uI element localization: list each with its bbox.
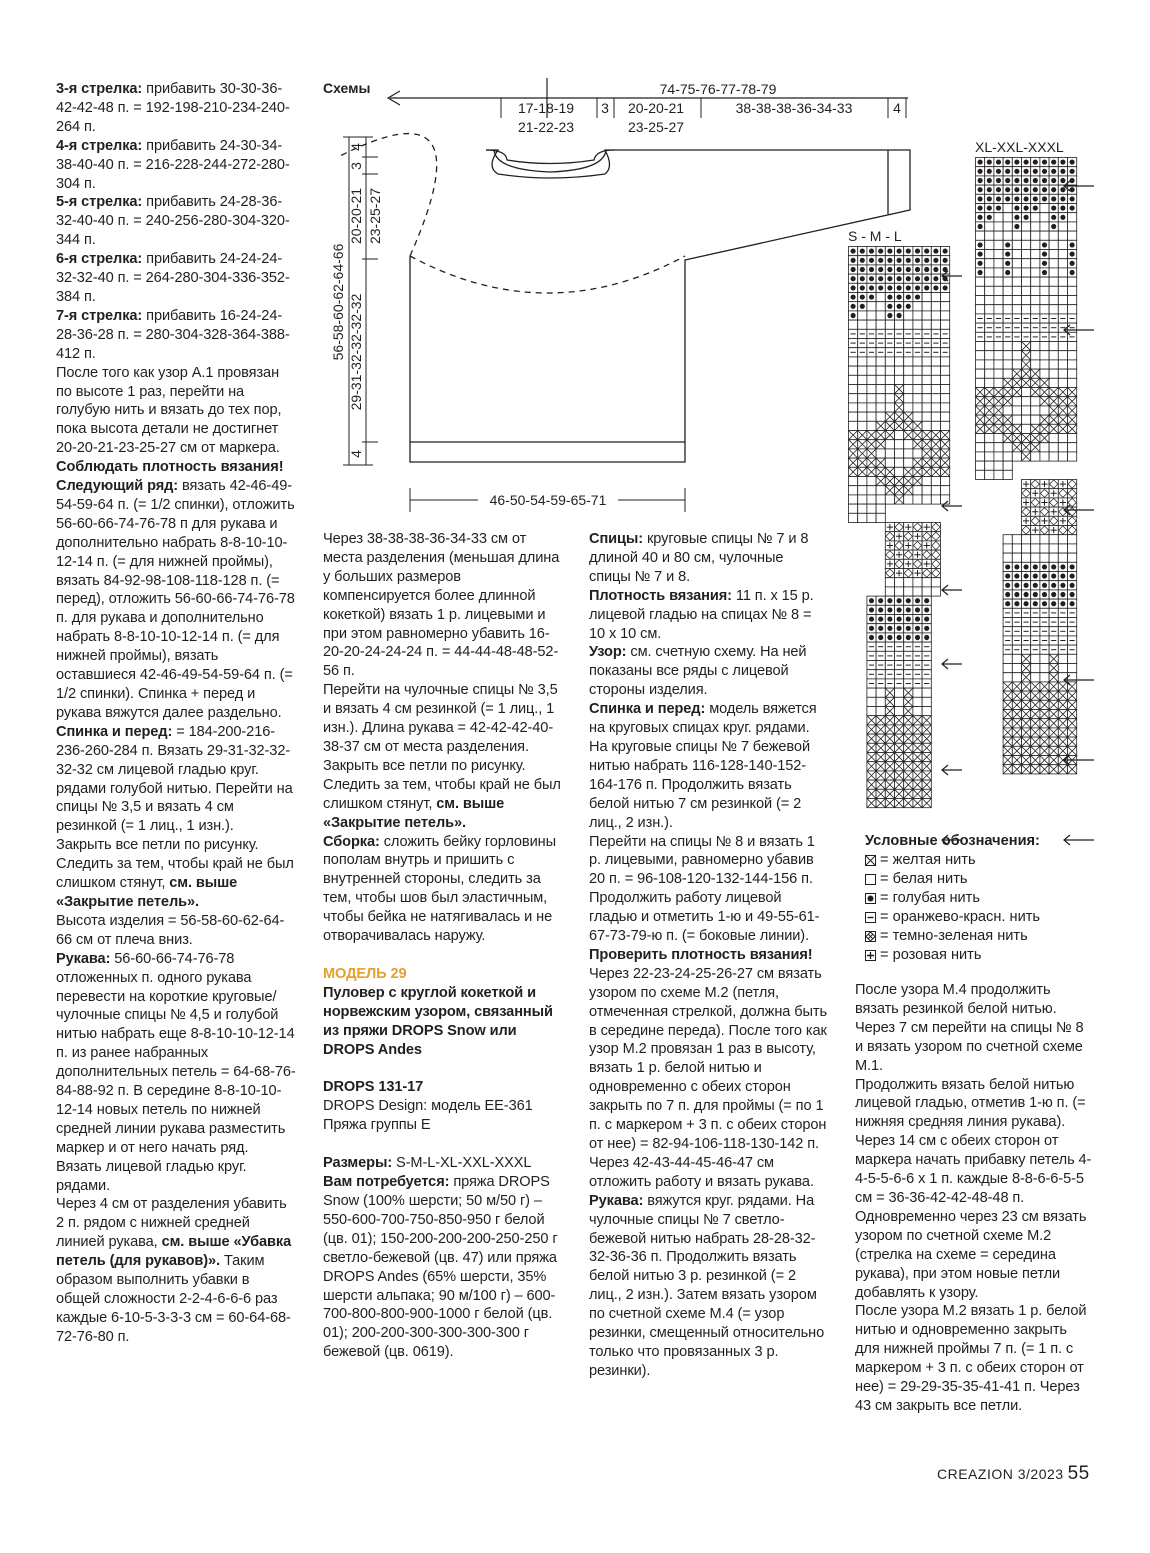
dim-3: 3 <box>601 100 609 116</box>
paragraph: Рукава: вяжутся круг. рядами. На чулочные спицы № 7 светло-бежевой нитью набрать 28-28-32-32-36-36 п. Продолжить вязать белой нитью 3 р. резинкой (= 2 лиц., 2 изн.). Затем вязать узором по счетной схеме М.4 (= узор резинки, смещенный относительно только что провязанных 3 р. резинки). <box>589 1192 825 1379</box>
dim-sleeve: 38-38-38-36-34-33 <box>735 100 853 116</box>
model-code: DROPS 131-17 <box>323 1079 424 1096</box>
row-arrows-sml <box>938 250 978 850</box>
dim-height-total: 56-58-60-62-64-66 <box>330 243 346 361</box>
paragraph: Спинка и перед: модель вяжется на круговых спицах круг. рядами. На круговые спицы № 7 бежевой нитью набрать 116-128-140-152-164-176 п. Продолжить вязать белой нитью 7 см резинкой (= 2 лиц., 2 изн.). <box>589 701 817 831</box>
paragraph: Следующий ряд: вязать 42-46-49-54-59-64 п. (= 1/2 спинки), отложить 56-60-66-74-76-78 п для рукава и дополнительно набрать 8-8-10-10-12-14 п. (= для нижней проймы), вязать 84-92-98-108-118-128 п. (= перед), отложить 56-60-66-74-76-78 п. для рукава и дополнительно набрать 8-8-10-10-12-14 п. (= для нижней проймы), вязать оставшиеся 42-46-49-54-59-64 п. (= 1/2 спинки). Спинка + перед и рукава вяжутся далее раздельно. <box>56 478 295 721</box>
paragraph: Через 7 см перейти на спицы № 8 и вязать узором по счетной схеме М.1. <box>855 1019 1084 1074</box>
paragraph: После узора М.4 продолжить вязать резинкой белой нитью. <box>855 982 1057 1017</box>
model-heading: МОДЕЛЬ 29 <box>323 965 407 982</box>
empty-square-icon <box>865 874 876 885</box>
design-line: DROPS Design: модель EE-361 <box>323 1098 533 1115</box>
text-column-4 <box>855 981 1095 1416</box>
paragraph: 6-я стрелка: прибавить 24-24-24-32-32-40 п. = 264-280-304-336-352-384 п. <box>56 251 290 305</box>
paragraph: После узора М.2 вязать 1 р. белой нитью и одновременно закрыть для нижней проймы 7 п. (= 1 п. с маркером + 3 п. с обеих сторон от нее) = 29-29-35-35-41-41 п. Через 43 см закрыть все петли. <box>855 1303 1087 1414</box>
paragraph: Рукава: 56-60-66-74-76-78 отложенных п. одного рукава перевести на короткие круговые/чулочные спицы № 4,5 и голубой нитью набрать еще 8-8-10-10-12-14 п. из ранее набранных дополнительных петель = 64-68-76-84-88-92 п. В середине 8-8-10-10-12-14 новых петель по нижней средней линии рукава разместить маркер и от него начать ряд. Вязать лицевой гладью круг. рядами. <box>56 950 296 1194</box>
chart-label-sml: S - M - L <box>848 228 902 244</box>
materials: Вам потребуется: пряжа DROPS Snow (100% шерсти; 50 м/50 г) – 550-600-700-750-850-950 г белой (цв. 01); 150-200-200-200-250-250 г светло-бежевой (цв. 47) или пряжа DROPS Andes (65% шерсти, 35% шерсти альпака; 90 м/100 г) – 600-700-800-800-900-1000 г белой (цв. 01); 200-200-300-300-300-300 г бежевой (цв. 0619). <box>323 1174 558 1361</box>
plus-square-icon <box>865 950 876 961</box>
legend-item-yellow: = желтая нить <box>865 851 1040 870</box>
text-column-1 <box>56 80 296 1347</box>
paragraph: 3-я стрелка: прибавить 30-30-36-42-42-48 п. = 192-198-210-234-240-264 п. <box>56 81 290 135</box>
dim-bottom-width: 46-50-54-59-65-71 <box>489 492 607 508</box>
garment-schematic <box>318 70 918 590</box>
paragraph: Спицы: круговые спицы № 7 и 8 длиной 40 и 80 см, чулочные спицы № 7 и 8. <box>589 531 809 585</box>
paragraph: Закрыть все петли по рисунку. Следить за тем, чтобы край не был слишком стянут, см. выше «Закрытие петель». <box>56 837 294 910</box>
dim-shoulder-a: 20-20-21 <box>627 100 685 116</box>
page-footer <box>937 1463 1090 1485</box>
legend-item-white: = белая нить <box>865 870 1040 889</box>
paragraph: Перейти на чулочные спицы № 3,5 и вязать 4 см резинкой (= 1 лиц., 1 изн.). Длина рукава = 42-42-42-40-38-37 см от места разделения. Закрыть все петли по рисунку. Следить за тем, чтобы край не был слишком стянут, см. выше «Закрытие петель». <box>323 682 561 831</box>
dim-shoulder-b: 23-25-27 <box>627 119 685 135</box>
paragraph: Высота изделия = 56-58-60-62-64-66 см от плеча вниз. <box>56 912 285 948</box>
dim-yoke-b: 23-25-27 <box>367 187 383 245</box>
dim-4: 4 <box>893 100 901 116</box>
dim-neck-a: 17-18-19 <box>517 100 575 116</box>
dot-square-icon <box>865 893 876 904</box>
paragraph: 5-я стрелка: прибавить 24-28-36-32-40-40 п. = 240-256-280-304-320-344 п. <box>56 194 290 249</box>
row-arrows <box>1060 150 1120 850</box>
legend-item-blue: = голубая нить <box>865 889 1040 908</box>
dim-h4-bot: 4 <box>348 450 364 458</box>
legend <box>865 832 1040 965</box>
sizes-line: Размеры: S-M-L-XL-XXL-XXXL <box>323 1155 532 1172</box>
dim-h4-top: 4 <box>348 143 364 151</box>
text-column-2 <box>323 530 561 1362</box>
paragraph: Плотность вязания: 11 п. х 15 р. лицевой гладью на спицах № 8 = 10 х 10 см. <box>589 587 814 642</box>
dim-yoke-a: 20-20-21 <box>348 187 364 245</box>
chart-label-xl: XL-XXL-XXXL <box>975 139 1064 155</box>
dim-top-width: 74-75-76-77-78-79 <box>659 81 777 97</box>
legend-item-pink: = розовая нить <box>865 946 1040 965</box>
dim-body: 29-31-32-32-32-32 <box>348 293 364 411</box>
paragraph: Продолжить вязать белой нитью лицевой гладью, отметив 1-ю п. (= нижняя средняя линия рукава). Через 14 см с обеих сторон от маркера начать прибавку петель 4-4-5-5-6-6 х 1 п. каждые 8-8-6-6-5-5 см = 36-36-42-42-48-48 п. Одновременно через 23 см вязать узором по счетной схеме М.2 (стрелка на схеме = середина рукава), при этом новые петли добавлять к узору. <box>855 1076 1092 1301</box>
paragraph: Перейти на спицы № 8 и вязать 1 р. лицевыми, равномерно убавив 20 п. = 96-108-120-132-144-156 п. Продолжить работу лицевой гладью и отметить 1-ю и 49-55-61-67-73-79-ю п. (= боковые линии). <box>589 833 820 945</box>
diamond-square-icon <box>865 931 876 942</box>
cross-square-icon <box>865 855 876 866</box>
paragraph: Через 4 см от разделения убавить 2 п. рядом с нижней средней линией рукава, см. выше «Убавка петель (для рукавов)». Таким образом выполнить убавки в общей сложности 2-2-4-6-6-6 раз каждые 6-10-5-3-3-3 см = 60-64-68-72-76-80 п. <box>56 1196 292 1345</box>
legend-title: Условные обозначения: <box>865 833 1040 849</box>
paragraph: Сборка: сложить бейку горловины пополам внутрь и пришить с внутренней стороны, следить за тем, чтобы шов был эластичным, чтобы бейка не натягивалась и не отворачивалась наружу. <box>323 833 556 945</box>
legend-item-green: = темно-зеленая нить <box>865 927 1040 946</box>
paragraph: 7-я стрелка: прибавить 16-24-24-28-36-28 п. = 280-304-328-364-388-412 п. <box>56 307 290 362</box>
paragraph: Проверить плотность вязания! Через 22-23-24-25-26-27 см вязать узором по схеме М.2 (петля, отмеченная стрелкой, должна быть в середине переда). После того как узор М.2 провязан 1 раз в высоту, вязать 1 р. белой нитью и одновременно с обеих сторон закрыть по 7 п. для проймы (= по 1 п. с маркером + 3 п. с обеих сторон от нее) = 82-94-106-118-130-142 п. Через 42-43-44-45-46-47 см отложить работу и вязать рукава. <box>589 946 827 1190</box>
schema-title: Схемы <box>323 80 371 96</box>
paragraph: Через 38-38-38-36-34-33 см от места разделения (меньшая длина у больших размеров компенсируется более длинной кокеткой) вязать 1 р. лицевыми и при этом равномерно убавить 16-20-20-24-24-24 п. = 44-44-48-48-52-56 п. <box>323 531 560 680</box>
dim-neck-b: 21-22-23 <box>517 119 575 135</box>
page-number: 55 <box>1067 1463 1090 1484</box>
paragraph: 4-я стрелка: прибавить 24-30-34-38-40-40 п. = 216-228-244-272-280-304 п. <box>56 137 290 192</box>
paragraph: Узор: см. счетную схему. На ней показаны все ряды с лицевой стороны изделия. <box>589 644 807 699</box>
dim-h3: 3 <box>348 162 364 170</box>
paragraph: После того как узор А.1 провязан по высоте 1 раз, перейти на голубую нить и вязать до тех пор, пока высота детали не достигнет 20-20-21-23-25-27 см от маркера. Соблюдать плотность вязания! <box>56 364 284 476</box>
model-title: Пуловер с круглой кокеткой и норвежским узором, связанный из пряжи DROPS Snow или DROPS Andes <box>323 984 553 1058</box>
legend-item-orange: = оранжево-красн. нить <box>865 908 1040 927</box>
paragraph: Спинка и перед: = 184-200-216-236-260-284 п. Вязать 29-31-32-32-32-32 см лицевой гладью круг. рядами голубой нитью. Перейти на спицы № 3,5 и вязать 4 см резинкой (= 1 лиц., 1 изн.). <box>56 723 293 835</box>
yarn-group: Пряжа группы Е <box>323 1117 431 1134</box>
magazine-name: CREAZION 3/2023 <box>937 1466 1064 1482</box>
text-column-3 <box>589 530 829 1381</box>
dash-square-icon <box>865 912 876 923</box>
